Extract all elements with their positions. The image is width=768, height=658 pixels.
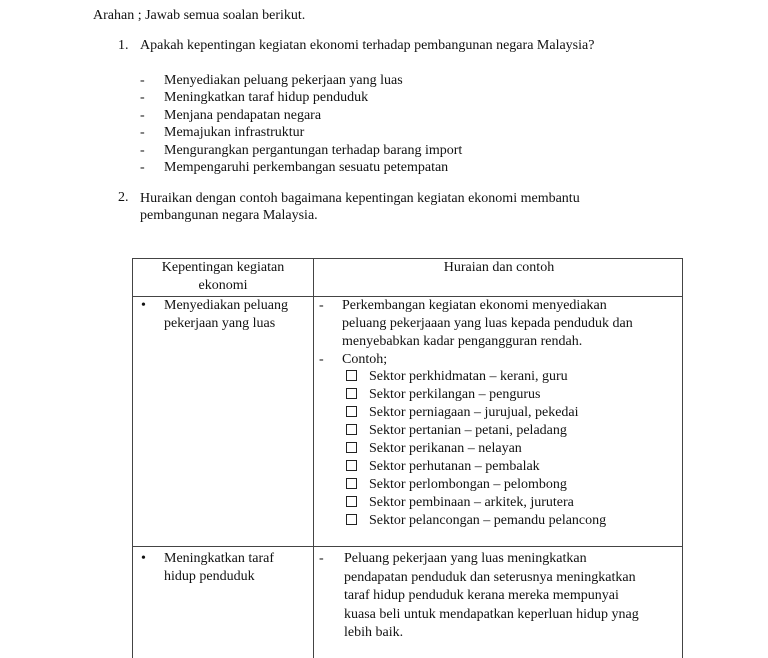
header-text: ekonomi xyxy=(198,278,248,293)
answer-item xyxy=(140,72,462,89)
checkbox-icon xyxy=(346,478,357,489)
checkbox-icon xyxy=(346,460,357,471)
answer-text: Mempengaruhi perkembangan sesuatu petempatan xyxy=(164,160,449,176)
question-2-text xyxy=(140,190,580,225)
example-text: Sektor pertanian – petani, peladang xyxy=(369,423,567,438)
example-item xyxy=(346,422,606,440)
checkbox-icon xyxy=(346,388,357,399)
question-1-text: Apakah kepentingan kegiatan ekonomi terhadap pembangunan negara Malaysia? xyxy=(140,38,595,53)
cell-text: taraf hidup penduduk kerana mereka mempunyai xyxy=(344,588,619,604)
example-text: Sektor perikanan – nelayan xyxy=(369,441,522,456)
example-text: Sektor pelancongan – pemandu pelancong xyxy=(369,513,607,528)
header-col2: Huraian dan contoh xyxy=(443,260,555,275)
row1-bullet: • xyxy=(141,298,146,313)
cell-text: hidup penduduk xyxy=(164,569,255,584)
row2-desc xyxy=(344,550,639,643)
answer-item xyxy=(140,107,462,124)
example-label: Contoh; xyxy=(342,352,388,367)
question-1-number: 1. xyxy=(118,38,129,53)
checkbox-icon xyxy=(346,514,357,525)
example-text: Sektor pembinaan – arkitek, jurutera xyxy=(369,495,574,510)
question-1-answers xyxy=(140,72,462,176)
row1-desc xyxy=(342,297,633,369)
checkbox-icon xyxy=(346,442,357,453)
checkbox-icon xyxy=(346,496,357,507)
example-text: Sektor perkhidmatan – kerani, guru xyxy=(369,369,568,384)
cell-text: pendapatan penduduk dan seterusnya meningkatkan xyxy=(344,569,636,585)
cell-text: pekerjaan yang luas xyxy=(164,316,276,331)
example-item xyxy=(346,404,606,422)
example-text: Sektor perlombongan – pelombong xyxy=(369,477,567,492)
dash: - xyxy=(140,107,145,123)
header-col1 xyxy=(133,259,313,295)
example-item xyxy=(346,494,606,512)
answer-text: Memajukan infrastruktur xyxy=(164,125,305,141)
header-text: Kepentingan kegiatan xyxy=(161,260,285,275)
cell-text: kuasa beli untuk mendapatkan keperluan hidup ynag xyxy=(344,606,639,622)
question-2-line: pembangunan negara Malaysia. xyxy=(140,208,318,224)
checkbox-icon xyxy=(346,370,357,381)
answer-item xyxy=(140,89,462,106)
dash: - xyxy=(319,298,324,313)
example-item xyxy=(346,368,606,386)
example-item xyxy=(346,386,606,404)
dash: - xyxy=(140,160,145,176)
answer-text: Menjana pendapatan negara xyxy=(164,107,322,123)
answer-item xyxy=(140,159,462,176)
example-item xyxy=(346,476,606,494)
example-item xyxy=(346,512,606,530)
instruction: Arahan ; Jawab semua soalan berikut. xyxy=(93,8,306,23)
question-2-number: 2. xyxy=(118,190,129,205)
example-item xyxy=(346,458,606,476)
example-text: Sektor perkilangan – pengurus xyxy=(369,387,541,402)
cell-text: Menyediakan peluang xyxy=(164,298,289,313)
cell-text: Peluang pekerjaan yang luas meningkatkan xyxy=(344,551,587,566)
row2-col1 xyxy=(164,550,274,586)
dash: - xyxy=(319,551,324,566)
example-item xyxy=(346,440,606,458)
answer-text: Meningkatkan taraf hidup penduduk xyxy=(164,90,369,106)
dash: - xyxy=(140,125,145,141)
column-divider xyxy=(313,259,314,658)
cell-text: menyebabkan kadar pengangguran rendah. xyxy=(342,334,583,349)
checkbox-icon xyxy=(346,424,357,435)
question-2-line: Huraikan dengan contoh bagaimana kepentingan kegiatan ekonomi membantu xyxy=(140,191,580,206)
dash: - xyxy=(140,142,145,158)
cell-text: Meningkatkan taraf xyxy=(164,551,275,566)
dash: - xyxy=(140,90,145,106)
dash: - xyxy=(319,352,324,367)
answer-text: Menyediakan peluang pekerjaan yang luas xyxy=(164,73,403,88)
answer-table xyxy=(132,258,683,658)
example-text: Sektor perniagaan – jurujual, pekedai xyxy=(369,405,579,420)
example-text: Sektor perhutanan – pembalak xyxy=(369,459,540,474)
dash: - xyxy=(140,73,145,88)
cell-text: peluang pekerjaaan yang luas kepada penduduk dan xyxy=(342,316,633,331)
cell-text: lebih baik. xyxy=(344,625,404,641)
answer-item xyxy=(140,124,462,141)
checkbox-icon xyxy=(346,406,357,417)
answer-item xyxy=(140,142,462,159)
answer-text: Mengurangkan pergantungan terhadap barang import xyxy=(164,142,463,158)
cell-text: Perkembangan kegiatan ekonomi menyediakan xyxy=(342,298,607,313)
row2-bullet: • xyxy=(141,551,146,566)
row1-examples xyxy=(346,368,606,530)
row-divider xyxy=(133,546,682,547)
row1-col1 xyxy=(164,297,288,333)
